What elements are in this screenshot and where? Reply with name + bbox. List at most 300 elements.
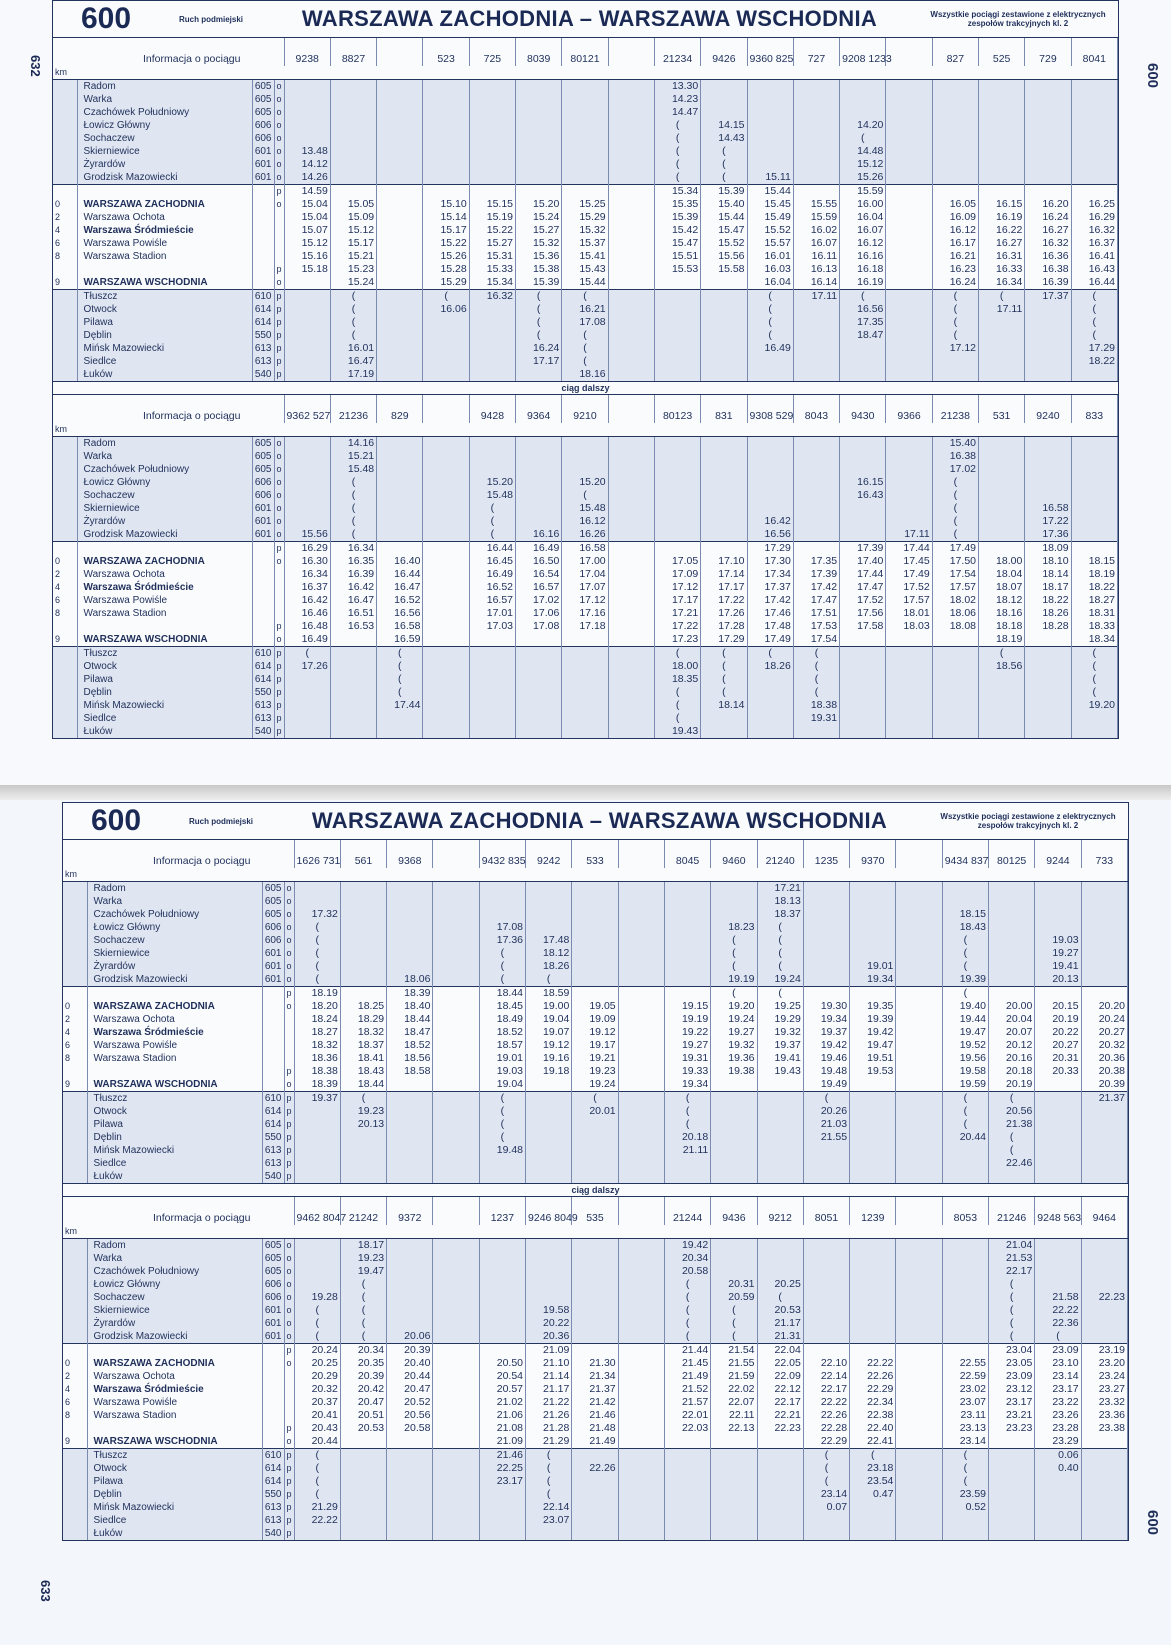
- departure-time: 21.31: [757, 1330, 803, 1344]
- departure-time: [654, 528, 700, 542]
- departure-time: [608, 250, 654, 263]
- departure-time: [294, 1170, 340, 1183]
- station-row: [53, 80, 1118, 94]
- table-ref: 601: [252, 502, 274, 515]
- departure-time: (: [330, 316, 376, 329]
- departure-time: 18.31: [1071, 607, 1117, 620]
- departure-time: 15.17: [423, 224, 469, 237]
- station-row: [53, 581, 1118, 594]
- station-row: [53, 673, 1118, 686]
- departure-time: 17.12: [562, 594, 608, 607]
- train-number: 8827: [330, 38, 376, 66]
- departure-time: 20.04: [989, 1013, 1035, 1026]
- departure-time: 17.52: [886, 581, 932, 594]
- departure-time: 18.18: [979, 620, 1025, 633]
- departure-time: [618, 1078, 664, 1092]
- departure-time: [469, 132, 515, 145]
- departure-time: 21.52: [664, 1383, 710, 1396]
- departure-time: [608, 145, 654, 158]
- departure-time: [803, 1527, 849, 1540]
- departure-time: [886, 502, 932, 515]
- station-km: 0: [53, 198, 77, 211]
- station-name: Dęblin: [77, 686, 252, 699]
- departure-time: [896, 882, 942, 896]
- departure-time: (: [294, 1304, 340, 1317]
- departure-time: (: [572, 1092, 618, 1106]
- departure-time: [1035, 1118, 1081, 1131]
- departure-time: 16.51: [330, 607, 376, 620]
- departure-time: 23.59: [942, 1488, 988, 1501]
- departure-time: [330, 712, 376, 725]
- departure-time: 21.10: [526, 1357, 572, 1370]
- departure-time: 16.07: [840, 224, 886, 237]
- departure-time: [840, 660, 886, 673]
- station-km: [63, 1501, 87, 1514]
- station-name: Łuków: [87, 1527, 262, 1540]
- arr-dep-mark: o: [284, 1304, 294, 1317]
- departure-time: [1025, 725, 1071, 738]
- departure-time: [608, 368, 654, 381]
- departure-time: [896, 1422, 942, 1435]
- departure-time: [618, 947, 664, 960]
- departure-time: [1025, 699, 1071, 712]
- departure-time: [1025, 660, 1071, 673]
- departure-time: [942, 1317, 988, 1330]
- departure-time: (: [793, 673, 839, 686]
- departure-time: 19.00: [526, 1000, 572, 1013]
- departure-time: [469, 93, 515, 106]
- departure-time: (: [793, 660, 839, 673]
- departure-time: 22.11: [711, 1409, 757, 1422]
- departure-time: [618, 1527, 664, 1540]
- departure-time: [340, 882, 386, 896]
- departure-time: [1025, 80, 1071, 94]
- departure-time: 16.49: [516, 542, 562, 556]
- departure-time: [377, 171, 423, 185]
- departure-time: [387, 1435, 433, 1449]
- departure-time: 21.17: [757, 1317, 803, 1330]
- train-number: 9372: [387, 1197, 433, 1225]
- station-km: [53, 171, 77, 185]
- departure-time: [932, 673, 978, 686]
- departure-time: [896, 1052, 942, 1065]
- departure-time: [330, 93, 376, 106]
- arr-dep-mark: [274, 224, 284, 237]
- departure-time: 19.43: [654, 725, 700, 738]
- departure-time: [850, 987, 896, 1001]
- table-ref: 540: [252, 368, 274, 381]
- table-ref: 613: [262, 1157, 284, 1170]
- departure-time: [932, 725, 978, 738]
- departure-time: [793, 303, 839, 316]
- station-km: [63, 947, 87, 960]
- arr-dep-mark: [284, 1039, 294, 1052]
- departure-time: 18.33: [1071, 620, 1117, 633]
- departure-time: [932, 712, 978, 725]
- departure-time: [932, 158, 978, 171]
- departure-time: [377, 502, 423, 515]
- departure-time: [840, 355, 886, 368]
- departure-time: [850, 1501, 896, 1514]
- station-km: 8: [53, 607, 77, 620]
- departure-time: (: [654, 647, 700, 661]
- departure-time: 15.32: [516, 237, 562, 250]
- departure-time: 16.47: [330, 594, 376, 607]
- departure-time: [330, 660, 376, 673]
- departure-time: [294, 1131, 340, 1144]
- departure-time: 23.17: [1035, 1383, 1081, 1396]
- station-row: [53, 368, 1118, 381]
- departure-time: [294, 1157, 340, 1170]
- table-ref: 613: [252, 699, 274, 712]
- table-ref: 605: [252, 106, 274, 119]
- station-km: [53, 502, 77, 515]
- departure-time: [340, 1435, 386, 1449]
- departure-time: 17.08: [516, 620, 562, 633]
- departure-time: 18.38: [793, 699, 839, 712]
- table-ref: 601: [252, 528, 274, 542]
- departure-time: [1035, 895, 1081, 908]
- station-name: Sochaczew: [87, 1291, 262, 1304]
- departure-time: 17.08: [562, 316, 608, 329]
- departure-time: [516, 633, 562, 647]
- departure-time: [886, 368, 932, 381]
- departure-time: [572, 1157, 618, 1170]
- timetable-panel-1: [52, 0, 1119, 739]
- station-km: 6: [63, 1039, 87, 1052]
- departure-time: 21.49: [664, 1370, 710, 1383]
- departure-time: [932, 660, 978, 673]
- departure-time: 17.50: [932, 555, 978, 568]
- departure-time: [711, 1488, 757, 1501]
- departure-time: [664, 1527, 710, 1540]
- departure-time: [423, 316, 469, 329]
- departure-time: [618, 1488, 664, 1501]
- departure-time: [803, 973, 849, 987]
- continuation-label: ciąg dalszy: [63, 1183, 1128, 1197]
- table-ref: [252, 263, 274, 276]
- departure-time: [803, 882, 849, 896]
- departure-time: 14.48: [840, 145, 886, 158]
- departure-time: [979, 119, 1025, 132]
- departure-time: (: [294, 1475, 340, 1488]
- departure-time: [793, 80, 839, 94]
- departure-time: (: [711, 947, 757, 960]
- train-number: 80123: [654, 395, 700, 423]
- departure-time: [803, 1239, 849, 1253]
- station-km: 6: [53, 594, 77, 607]
- departure-time: 20.18: [989, 1065, 1035, 1078]
- departure-time: 18.08: [932, 620, 978, 633]
- station-km: 8: [63, 1052, 87, 1065]
- station-name: [87, 987, 262, 1001]
- departure-time: 15.04: [284, 211, 330, 224]
- departure-time: [664, 1475, 710, 1488]
- departure-time: [526, 1078, 572, 1092]
- departure-time: [1081, 1239, 1127, 1253]
- departure-time: [562, 437, 608, 451]
- station-row: [53, 620, 1118, 633]
- departure-time: [608, 106, 654, 119]
- departure-time: [1081, 1462, 1127, 1475]
- departure-time: 19.20: [1071, 699, 1117, 712]
- train-info-label: Informacja o pociągu: [53, 38, 284, 66]
- station-name: Warszawa Powiśle: [77, 594, 252, 607]
- arr-dep-mark: o: [284, 973, 294, 987]
- departure-time: 18.17: [340, 1239, 386, 1253]
- departure-time: (: [664, 1317, 710, 1330]
- arr-dep-mark: o: [274, 437, 284, 451]
- departure-time: [840, 368, 886, 381]
- departure-time: 19.01: [479, 1052, 525, 1065]
- departure-time: [469, 329, 515, 342]
- departure-time: 15.24: [516, 211, 562, 224]
- departure-time: [608, 620, 654, 633]
- departure-time: [479, 1291, 525, 1304]
- station-name: Mińsk Mazowiecki: [77, 699, 252, 712]
- departure-time: [701, 368, 747, 381]
- departure-time: [664, 1435, 710, 1449]
- train-number: 833: [1071, 395, 1117, 423]
- departure-time: 15.27: [516, 224, 562, 237]
- arr-dep-mark: p: [274, 316, 284, 329]
- departure-time: [757, 1501, 803, 1514]
- departure-time: [608, 725, 654, 738]
- departure-time: (: [294, 934, 340, 947]
- table-ref: 614: [262, 1118, 284, 1131]
- departure-time: [284, 450, 330, 463]
- departure-time: [896, 1344, 942, 1358]
- arr-dep-mark: p: [284, 1514, 294, 1527]
- departure-time: (: [840, 132, 886, 145]
- departure-time: [433, 1527, 479, 1540]
- departure-time: 22.55: [942, 1357, 988, 1370]
- table-ref: [262, 1422, 284, 1435]
- departure-time: [526, 882, 572, 896]
- table-ref: 601: [262, 1317, 284, 1330]
- departure-time: 23.54: [850, 1475, 896, 1488]
- departure-time: 21.53: [989, 1252, 1035, 1265]
- departure-time: [433, 1330, 479, 1344]
- departure-time: [840, 342, 886, 355]
- station-km: [63, 934, 87, 947]
- station-name: Mińsk Mazowiecki: [77, 342, 252, 355]
- departure-time: [886, 132, 932, 145]
- departure-time: [664, 921, 710, 934]
- departure-time: [701, 450, 747, 463]
- departure-time: 19.24: [711, 1013, 757, 1026]
- departure-time: [562, 633, 608, 647]
- departure-time: [793, 542, 839, 556]
- departure-time: [469, 119, 515, 132]
- page-number-left: 632: [28, 55, 43, 77]
- departure-time: [1025, 171, 1071, 185]
- departure-time: 23.13: [942, 1422, 988, 1435]
- departure-time: 15.48: [469, 489, 515, 502]
- station-name: Warszawa Powiśle: [77, 237, 252, 250]
- station-km: [53, 620, 77, 633]
- departure-time: [608, 355, 654, 368]
- departure-time: 15.18: [284, 263, 330, 276]
- departure-time: [840, 450, 886, 463]
- train-number-row: [53, 38, 1118, 66]
- departure-time: [850, 1304, 896, 1317]
- departure-time: 22.26: [850, 1370, 896, 1383]
- departure-time: 22.34: [850, 1396, 896, 1409]
- departure-time: 15.41: [562, 250, 608, 263]
- station-row: [63, 1170, 1128, 1183]
- departure-time: (: [294, 921, 340, 934]
- station-row: [63, 1131, 1128, 1144]
- departure-time: [803, 1330, 849, 1344]
- arr-dep-mark: [284, 1409, 294, 1422]
- table-ref: [262, 1078, 284, 1092]
- departure-time: [526, 1252, 572, 1265]
- departure-time: 18.44: [340, 1078, 386, 1092]
- departure-time: [377, 158, 423, 171]
- departure-time: [387, 1501, 433, 1514]
- station-row: [53, 528, 1118, 542]
- departure-time: [618, 1383, 664, 1396]
- station-name: Tłuszcz: [77, 290, 252, 304]
- departure-time: [284, 515, 330, 528]
- departure-time: (: [840, 290, 886, 304]
- departure-time: [387, 882, 433, 896]
- departure-time: 17.57: [886, 594, 932, 607]
- train-number: 523: [423, 38, 469, 66]
- departure-time: 16.56: [747, 528, 793, 542]
- departure-time: [526, 895, 572, 908]
- departure-time: 16.45: [469, 555, 515, 568]
- departure-time: 17.10: [701, 555, 747, 568]
- departure-time: 15.25: [562, 198, 608, 211]
- departure-time: 17.42: [793, 581, 839, 594]
- departure-time: 16.37: [284, 581, 330, 594]
- departure-time: [433, 1131, 479, 1144]
- departure-time: 16.26: [562, 528, 608, 542]
- train-number: 525: [979, 38, 1025, 66]
- station-km: [63, 1291, 87, 1304]
- departure-time: [330, 158, 376, 171]
- departure-time: 20.31: [711, 1278, 757, 1291]
- departure-time: [896, 947, 942, 960]
- departure-time: (: [664, 1278, 710, 1291]
- departure-time: [886, 437, 932, 451]
- departure-time: 20.13: [1035, 973, 1081, 987]
- departure-time: 20.34: [664, 1252, 710, 1265]
- departure-time: [1081, 921, 1127, 934]
- departure-time: 20.36: [526, 1330, 572, 1344]
- departure-time: 19.38: [711, 1065, 757, 1078]
- departure-time: 17.44: [886, 542, 932, 556]
- departure-time: 21.49: [572, 1435, 618, 1449]
- departure-time: 17.44: [377, 699, 423, 712]
- departure-time: [1025, 145, 1071, 158]
- departure-time: [387, 1144, 433, 1157]
- departure-time: [608, 450, 654, 463]
- departure-time: 16.20: [1025, 198, 1071, 211]
- departure-time: [850, 934, 896, 947]
- departure-time: (: [340, 1317, 386, 1330]
- departure-time: 18.26: [747, 660, 793, 673]
- departure-time: [850, 1252, 896, 1265]
- departure-time: 22.25: [479, 1462, 525, 1475]
- departure-time: 20.19: [989, 1078, 1035, 1092]
- departure-time: 17.05: [654, 555, 700, 568]
- station-row: [63, 1265, 1128, 1278]
- departure-time: [1071, 725, 1117, 738]
- departure-time: [654, 290, 700, 304]
- table-ref: 601: [262, 1304, 284, 1317]
- departure-time: 18.06: [387, 973, 433, 987]
- arr-dep-mark: p: [284, 1131, 294, 1144]
- departure-time: [654, 368, 700, 381]
- departure-time: (: [340, 1092, 386, 1106]
- departure-time: [562, 725, 608, 738]
- station-name: Radom: [77, 80, 252, 94]
- departure-time: [423, 515, 469, 528]
- departure-time: 19.01: [850, 960, 896, 973]
- timetable-block-2: [53, 395, 1118, 738]
- departure-time: (: [701, 660, 747, 673]
- departure-time: [803, 1144, 849, 1157]
- station-km: [53, 463, 77, 476]
- departure-time: 20.24: [294, 1344, 340, 1358]
- departure-time: [1081, 1304, 1127, 1317]
- book-gutter: [0, 785, 1171, 800]
- arr-dep-mark: o: [284, 921, 294, 934]
- departure-time: [840, 633, 886, 647]
- departure-time: [979, 528, 1025, 542]
- departure-time: 20.33: [1035, 1065, 1081, 1078]
- departure-time: 15.17: [330, 237, 376, 250]
- departure-time: [896, 1357, 942, 1370]
- departure-time: [516, 93, 562, 106]
- departure-time: [618, 1435, 664, 1449]
- departure-time: [423, 568, 469, 581]
- departure-time: [340, 921, 386, 934]
- departure-time: 20.39: [340, 1370, 386, 1383]
- departure-time: [850, 1514, 896, 1527]
- departure-time: [284, 303, 330, 316]
- arr-dep-mark: o: [274, 555, 284, 568]
- departure-time: 16.24: [932, 276, 978, 290]
- departure-time: 19.23: [572, 1065, 618, 1078]
- departure-time: 23.07: [526, 1514, 572, 1527]
- departure-time: (: [701, 673, 747, 686]
- departure-time: [423, 476, 469, 489]
- train-number: 21242: [340, 1197, 386, 1225]
- station-row: [53, 555, 1118, 568]
- station-km: [53, 342, 77, 355]
- departure-time: [387, 1278, 433, 1291]
- departure-time: [284, 93, 330, 106]
- arr-dep-mark: p: [274, 699, 284, 712]
- departure-time: [433, 1144, 479, 1157]
- departure-time: 20.20: [1081, 1000, 1127, 1013]
- departure-time: 20.31: [1035, 1052, 1081, 1065]
- departure-time: [562, 158, 608, 171]
- departure-time: [284, 119, 330, 132]
- departure-time: [896, 1291, 942, 1304]
- departure-time: [850, 1291, 896, 1304]
- departure-time: [387, 908, 433, 921]
- departure-time: 16.03: [747, 263, 793, 276]
- station-km: [63, 1131, 87, 1144]
- station-name: Grodzisk Mazowiecki: [87, 1330, 262, 1344]
- train-number: 9462 8047: [294, 1197, 340, 1225]
- departure-time: [1071, 502, 1117, 515]
